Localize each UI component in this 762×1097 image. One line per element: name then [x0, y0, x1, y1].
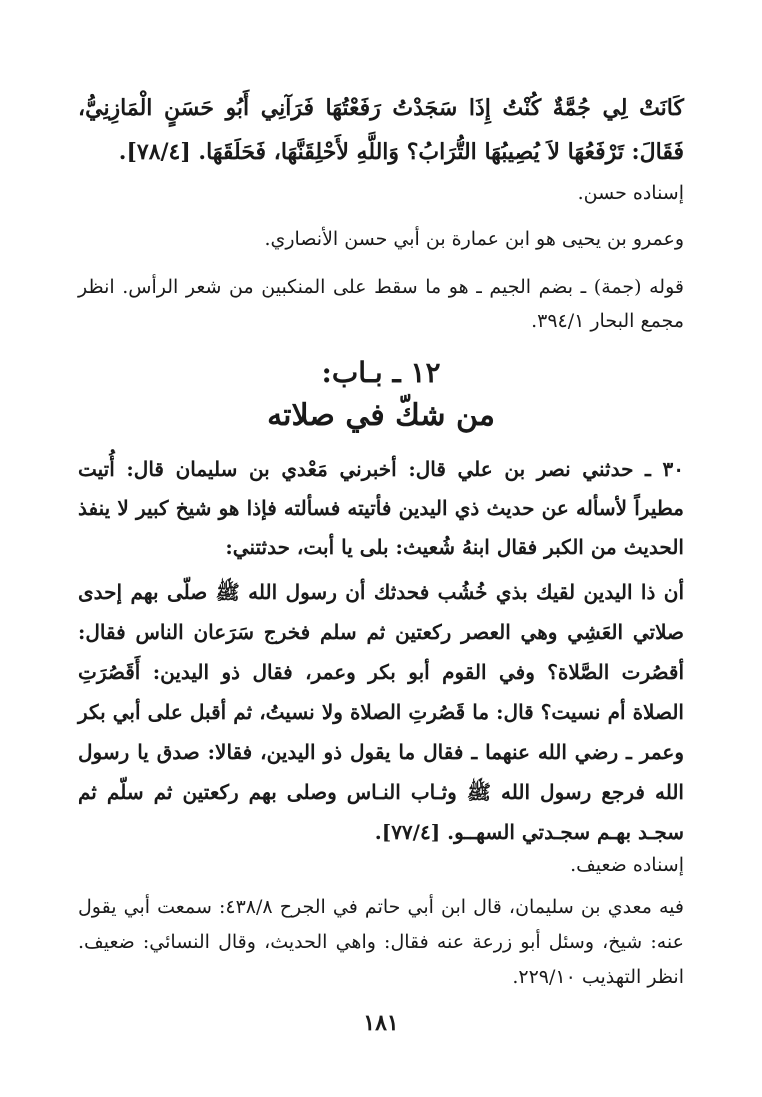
page-number: ١٨١	[363, 1010, 399, 1036]
weakness-note: فيه معدي بن سليمان، قال ابن أبي حاتم في الجرح ٤٣٨/٨: سمعت أبي يقول عنه: شيخ، وسئل أبو زرعة عنه فقال: واهي الحديث، وقال النسائي: ضعيف. انظر التهذيب ٢٢٩/١٠.	[78, 896, 684, 988]
chapter-title: من شكّ في صلاته	[267, 398, 495, 433]
hadith-matn: أن ذا اليدين لقيك بذي خُشُب فحدثك أن رسول الله ﷺ صلّى بهم إحدى صلاتي العَشِي وهي العصر ركعتين ثم سلم فخرج سَرَعان الناس فقال: أقصُرت الصَّلاة؟ وفي القوم أبو بكر وعمر، فقال ذو اليدين: أَقَصُرَتِ الصلاة أم نسيت؟ قال: ما قَصُرتِ الصلاة ولا نسيتُ، ثم أقبل على أبي بكر وعمر ـ رضي الله عنهما ـ فقال ما يقول ذو اليدين، فقالا: صدق يا رسول الله فرجع رسول الله ﷺ وثـاب النـاس وصلى بهم ركعتين ثم سلّم ثم سجـد بهـم سجـدتي السهــو. [٧٧/٤].	[78, 580, 684, 844]
isnad-grade-note: إسناده حسن.	[577, 182, 684, 204]
hadith-isnad: ٣٠ ـ حدثني نصر بن علي قال: أخبرني مَعْدي بن سليمان قال: أُتيت مطيراً لأسأله عن حديث ذي اليدين فأتيته فسألته فإذا هو شيخ كبير لا ينفذ الحديث من الكبر فقال ابنهُ شُعيث: بلى يا أبت، حدثتني:	[78, 457, 684, 559]
narrator-note: وعمرو بن يحيى هو ابن عمارة بن أبي حسن الأنصاري.	[264, 228, 684, 250]
hadith-text-top: كَانَتْ لِي جُمَّةٌ كُنْتُ إِذَا سَجَدْتُ رَفَعْتُهَا فَرَآنِي أَبُو حَسَنٍ الْمَازِنِيُّ، فَقَالَ: تَرْفَعُهَا لاَ يُصِيبُهَا التُّرَابُ؟ وَاللَّهِ لأَحْلِقَنَّهَا، فَحَلَقَهَا. [٧٨/٤].	[78, 95, 684, 165]
isnad-grade-note-2: إسناده ضعيف.	[570, 854, 684, 876]
vocabulary-note: قوله (جمة) ـ بضم الجيم ـ هو ما سقط على المنكبين من شعر الرأس. انظر مجمع البحار ٣٩٤/١.	[78, 276, 684, 332]
chapter-number: ١٢ ـ بـاب:	[321, 356, 441, 389]
